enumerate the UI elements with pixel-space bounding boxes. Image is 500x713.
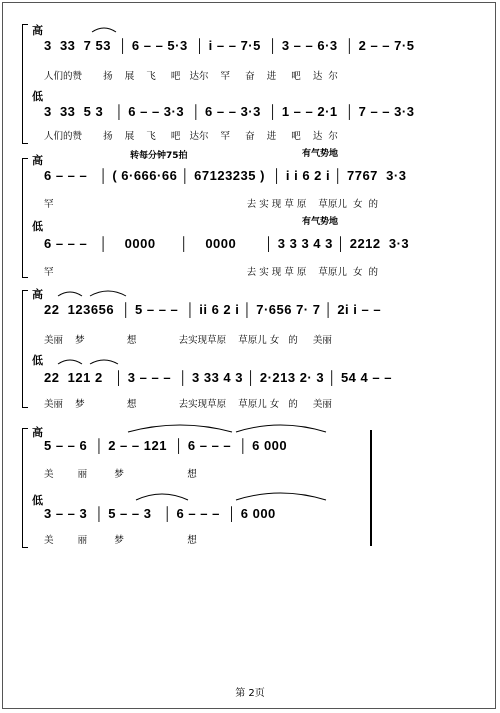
tempo-marking: 转每分钟75拍 xyxy=(130,151,188,161)
part-label-high: 高 xyxy=(32,288,43,301)
notes-high: 3 33 7 53 │ 6 – – 5·3 │ i – – 7·5 │ 3 – – 6·3 │ 2 – – 7·5 xyxy=(44,38,415,53)
expression-marking: 有气势地 xyxy=(302,217,339,227)
lyrics-low: 美 丽 梦 想 xyxy=(44,535,197,546)
notes-high: 5 – – 6 │ 2 – – 121 │ 6 – – – │ 6 000 xyxy=(44,438,288,453)
lyrics-high: 美丽 梦 想 去实现草原 草原儿 女 的 美丽 xyxy=(44,335,332,346)
expression-marking: 有气势地 xyxy=(302,149,339,159)
lyrics-high: 人们的赞 扬 展 飞 吧 达尔 罕 奋 进 吧 达 尔 xyxy=(44,71,338,82)
lyrics-low: 美丽 梦 想 去实现草原 草原儿 女 的 美丽 xyxy=(44,399,332,410)
notes-low: 22 121 2 │ 3 – – – │ 3 33 4 3 │ 2·213 2· 3 │ 54 4 – – xyxy=(44,370,392,385)
lyrics-low: 罕 去 实 现 草 原 草原儿 女 的 xyxy=(44,267,379,278)
part-label-high: 高 xyxy=(32,24,43,37)
part-label-high: 高 xyxy=(32,426,43,439)
lyrics-low: 人们的赞 扬 展 飞 吧 达尔 罕 奋 进 吧 达 尔 xyxy=(44,131,338,142)
notes-low: 3 – – 3 │ 5 – – 3 │ 6 – – – │ 6 000 xyxy=(44,506,276,521)
page-number: 第 2页 xyxy=(235,688,265,699)
lyrics-high: 罕 去 实 现 草 原 草原儿 女 的 xyxy=(44,199,379,210)
lyrics-high: 美 丽 梦 想 xyxy=(44,469,197,480)
part-label-low: 低 xyxy=(32,90,43,103)
notes-low: 6 – – – │ 0000 │ 0000 │ 3 3 3 4 3 │ 2212 3·3 xyxy=(44,236,410,251)
notes-high: 22 123656 │ 5 – – – │ ii 6 2 i │ 7·656 7· 7 │ 2i i – – xyxy=(44,302,382,317)
notes-low: 3 33 5 3 │ 6 – – 3·3 │ 6 – – 3·3 │ 1 – – 2·1 │ 7 – – 3·3 xyxy=(44,104,415,119)
part-label-low: 低 xyxy=(32,220,43,233)
part-label-low: 低 xyxy=(32,494,43,507)
part-label-low: 低 xyxy=(32,354,43,367)
part-label-high: 高 xyxy=(32,154,43,167)
notes-high: 6 – – – │ ( 6·666·66 │ 67123235 ) │ i i 6 2 i │ 7767 3·3 xyxy=(44,168,407,183)
